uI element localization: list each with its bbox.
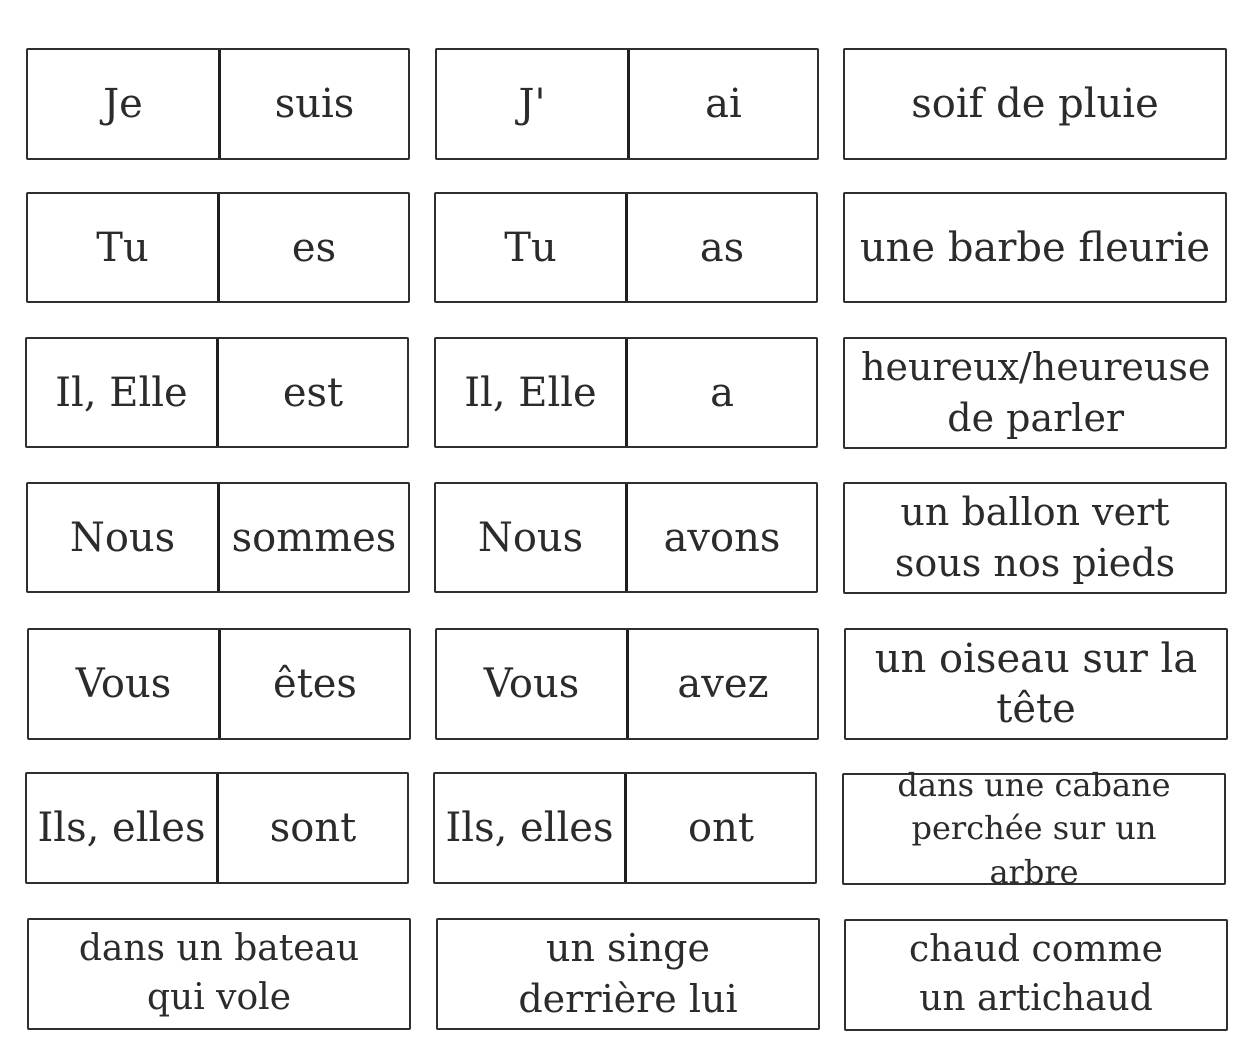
verb-cell: suis (274, 81, 355, 127)
phrase-text: une barbe fleurie (859, 224, 1211, 271)
avoir-card-je[interactable] (435, 48, 819, 160)
phrase-card[interactable] (844, 919, 1228, 1031)
verb-cell: ont (688, 805, 754, 851)
phrase-card[interactable] (844, 628, 1228, 740)
phrase-card[interactable] (843, 192, 1227, 303)
etre-card-ils-elles[interactable] (25, 772, 409, 884)
subject-cell: Je (28, 50, 221, 158)
subject-cell: Ils, elles (27, 774, 219, 882)
etre-card-il-elle[interactable] (25, 337, 409, 448)
avoir-card-il-elle[interactable] (434, 337, 818, 448)
verb-cell: as (699, 224, 745, 271)
verb-cell: êtes (273, 661, 357, 707)
verb-cell: es (291, 224, 337, 271)
subject-cell: Il, Elle (27, 339, 219, 446)
subject-cell: Vous (437, 630, 629, 738)
verb-cell: avons (663, 514, 781, 561)
subject-cell: Ils, elles (435, 774, 627, 882)
etre-card-vous[interactable] (27, 628, 411, 740)
subject-cell: Vous (29, 630, 221, 738)
verb-cell: sommes (231, 514, 397, 561)
verb-cell: ai (705, 81, 742, 127)
subject-cell: Il, Elle (436, 339, 628, 446)
phrase-card[interactable] (843, 482, 1227, 594)
avoir-card-vous[interactable] (435, 628, 819, 740)
etre-card-tu[interactable] (26, 192, 410, 303)
phrase-text: dans un bateau qui vole (78, 928, 360, 1018)
verb-cell: sont (269, 805, 357, 851)
phrase-card[interactable] (843, 48, 1227, 160)
avoir-card-nous[interactable] (434, 482, 818, 593)
phrase-text: un ballon vert sous nos pieds (894, 489, 1176, 585)
etre-card-je[interactable] (26, 48, 410, 160)
phrase-text: heureux/heureuse de parler (861, 344, 1211, 440)
phrase-card[interactable] (436, 918, 820, 1030)
avoir-card-tu[interactable] (434, 192, 818, 303)
subject-cell: Nous (28, 484, 220, 591)
subject-cell: J' (437, 50, 630, 158)
verb-cell: avez (677, 661, 769, 707)
subject-cell: Tu (28, 194, 220, 301)
etre-card-nous[interactable] (26, 482, 410, 593)
phrase-card[interactable] (842, 766, 1226, 891)
verb-cell: a (710, 369, 734, 416)
phrase-text: chaud comme un artichaud (909, 929, 1163, 1019)
subject-cell: Tu (436, 194, 628, 301)
phrase-text: dans une cabane perchée sur un arbre (897, 766, 1171, 891)
phrase-text: soif de pluie (911, 81, 1159, 127)
phrase-text: un oiseau sur la tête (874, 636, 1198, 732)
verb-cell: est (282, 369, 344, 416)
phrase-card[interactable] (843, 337, 1227, 449)
avoir-card-ils-elles[interactable] (433, 772, 817, 884)
phrase-text: un singe derrière lui (518, 925, 738, 1021)
subject-cell: Nous (436, 484, 628, 591)
phrase-card[interactable] (27, 918, 411, 1030)
